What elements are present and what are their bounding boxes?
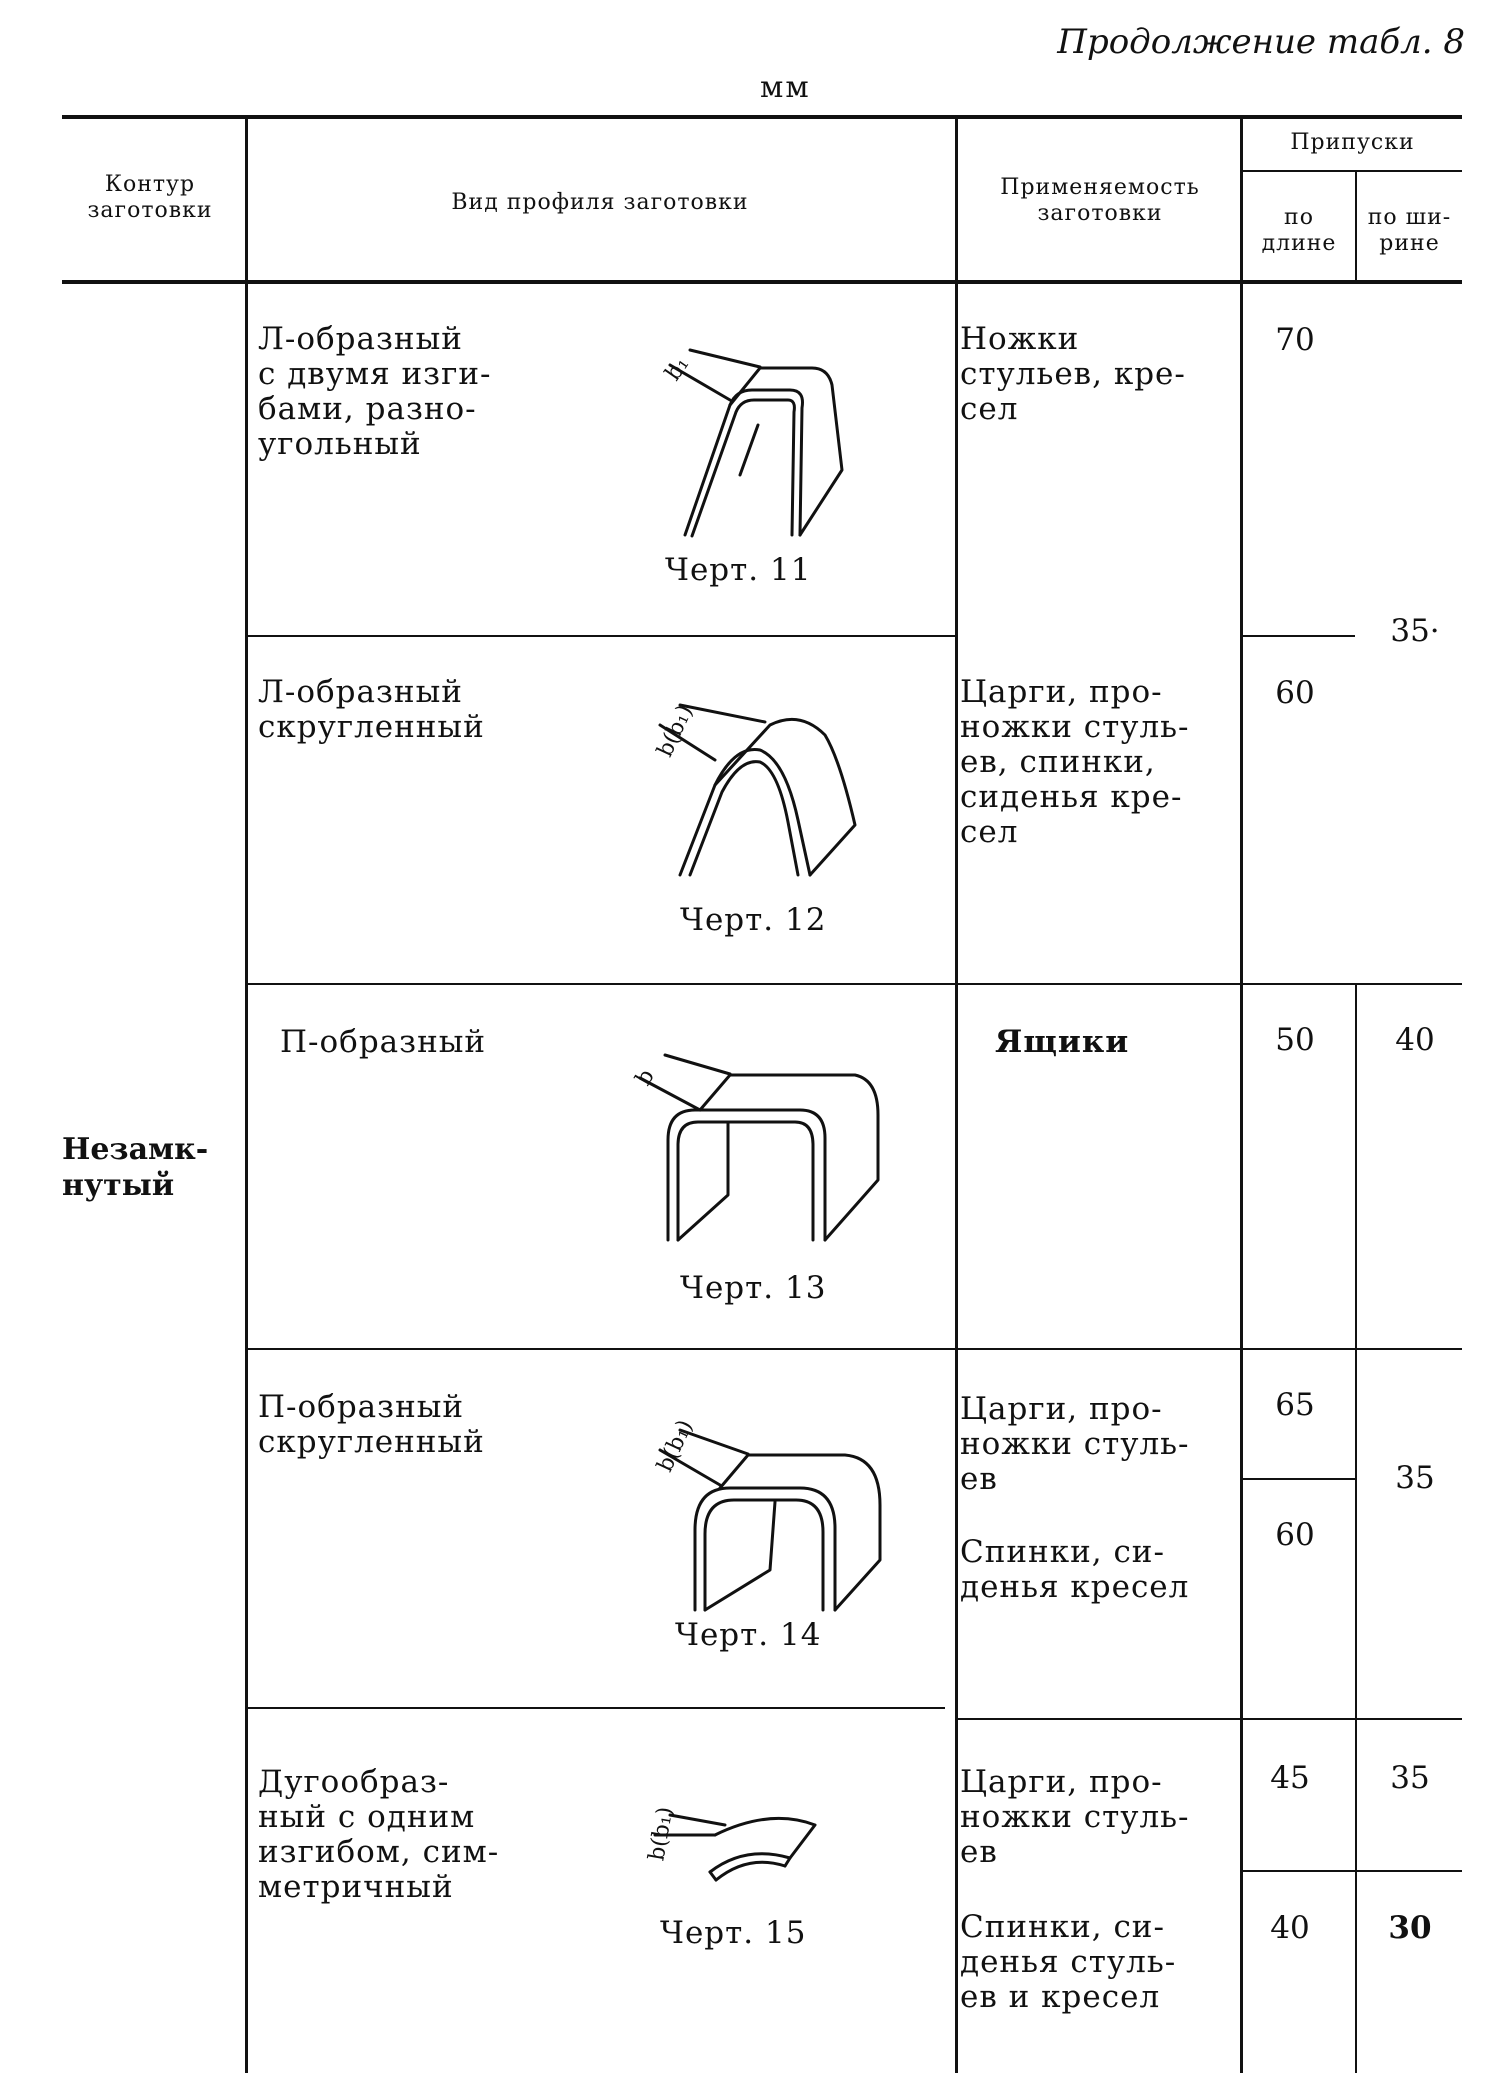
- figure-caption-13: Черт. 13: [680, 1270, 827, 1306]
- rows-1-2-by-width: 35·: [1390, 613, 1440, 649]
- contour-value: Незамк- нутый: [62, 1132, 209, 1203]
- continuation-note: Продолжение табл. 8: [1057, 22, 1465, 62]
- width-col-divider-rows-3-5: [1355, 983, 1357, 2073]
- row-5-application-2: Спинки, си- денья стуль- ев и кресел: [960, 1909, 1177, 2015]
- table-top-rule: [62, 115, 1462, 119]
- profile-drawing-12: [630, 690, 890, 880]
- row-5-split: [1240, 1870, 1462, 1872]
- figure-caption-12: Черт. 12: [680, 902, 827, 938]
- row-2-application: Царги, про- ножки стуль- ев, спинки, сиденья кре- сел: [960, 674, 1190, 850]
- row-5-name: Дугообраз- ный с одним изгибом, сим- метричный: [258, 1764, 500, 1905]
- row-3-by-length: 50: [1275, 1022, 1315, 1058]
- row-4-by-length-1: 65: [1275, 1387, 1315, 1423]
- row-5-by-length-1: 45: [1270, 1760, 1310, 1796]
- row-1-application: Ножки стульев, кре- сел: [960, 321, 1186, 427]
- figure-caption-15: Черт. 15: [660, 1915, 807, 1951]
- row-4-by-width: 35: [1395, 1460, 1435, 1496]
- row-4-application-1: Царги, про- ножки стуль- ев: [960, 1391, 1190, 1497]
- row-5-by-length-2: 40: [1270, 1910, 1310, 1946]
- header-application: Применяемость заготовки: [1000, 175, 1200, 226]
- row-4-by-length-2: 60: [1275, 1517, 1315, 1553]
- row-2-name: Л-образный скругленный: [258, 674, 485, 745]
- header-contour: Контур заготовки: [87, 172, 213, 223]
- row-4-length-split: [1240, 1478, 1355, 1480]
- header-by-length: по длине: [1261, 205, 1337, 256]
- row-4-application-2: Спинки, си- денья кресел: [960, 1534, 1190, 1605]
- figure-caption-14: Черт. 14: [675, 1617, 822, 1653]
- allowances-split-rule: [1240, 170, 1462, 172]
- profile-drawing-11: [630, 340, 890, 540]
- row-separator-1-profile: [245, 635, 958, 637]
- table-header-bottom-rule: [62, 280, 1462, 284]
- header-allowances: Припуски: [1290, 130, 1415, 155]
- row-separator-4-right: [955, 1718, 1462, 1720]
- row-2-by-length: 60: [1275, 675, 1315, 711]
- row-5-by-width-1: 35: [1390, 1760, 1430, 1796]
- row-1-by-length: 70: [1275, 322, 1315, 358]
- header-profile: Вид профиля заготовки: [451, 190, 749, 215]
- profile-drawing-14: [630, 1410, 890, 1620]
- row-3-by-width: 40: [1395, 1022, 1435, 1058]
- row-separator-2: [245, 983, 1462, 985]
- svg-text:b(b₁): b(b₁): [652, 701, 699, 761]
- svg-text:b₁: b₁: [660, 352, 695, 386]
- svg-text:b: b: [631, 1065, 660, 1090]
- row-3-application: Ящики: [995, 1024, 1130, 1060]
- row-4-name: П-образный скругленный: [258, 1389, 485, 1460]
- row-5-by-width-2: 30: [1388, 1910, 1432, 1946]
- units-label: мм: [760, 70, 811, 105]
- profile-drawing-15: [630, 1780, 830, 1890]
- row-separator-1-length: [1240, 635, 1355, 637]
- row-separator-3: [245, 1348, 1462, 1350]
- figure-caption-11: Черт. 11: [665, 552, 812, 588]
- row-1-name: Л-образный с двумя изги- бами, разно- угольный: [258, 321, 492, 462]
- row-separator-4-profile: [245, 1707, 945, 1709]
- col-divider-2: [955, 118, 958, 2073]
- profile-drawing-13: [630, 1030, 890, 1250]
- svg-text:b(b₁): b(b₁): [644, 1804, 679, 1863]
- row-5-application-1: Царги, про- ножки стуль- ев: [960, 1764, 1190, 1870]
- row-3-name: П-образный: [280, 1024, 487, 1060]
- svg-text:b(b₁): b(b₁): [652, 1416, 699, 1476]
- header-by-width: по ши- рине: [1367, 205, 1452, 256]
- col-divider-1: [245, 118, 248, 2073]
- col-divider-3: [1240, 118, 1243, 2073]
